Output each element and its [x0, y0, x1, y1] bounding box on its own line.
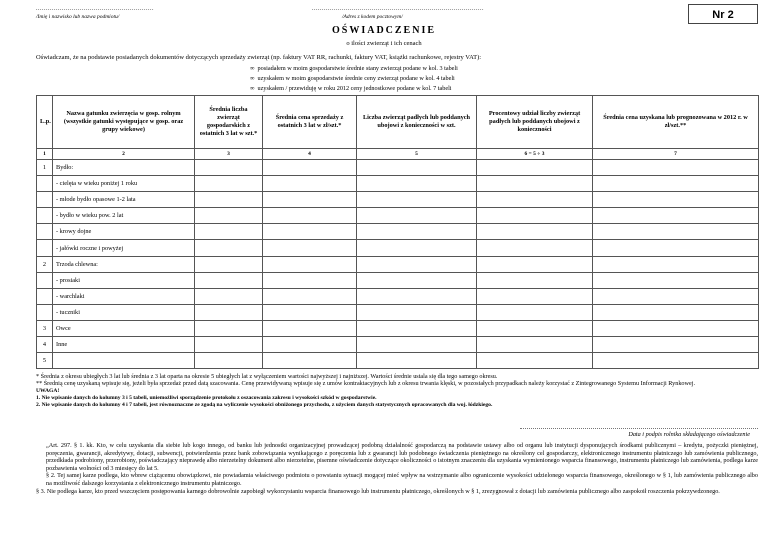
- row-input-cell[interactable]: [195, 304, 263, 320]
- option-label: posiadałem w moim gospodarstwie średnie stany zwierząt podane w kol. 3 tabeli: [257, 65, 458, 72]
- row-input-cell[interactable]: [263, 304, 357, 320]
- row-species-name: - młode bydło opasowe 1-2 lata: [53, 192, 195, 208]
- col-number: 5: [357, 149, 477, 160]
- col-number: 4: [263, 149, 357, 160]
- table-row: [37, 288, 759, 304]
- row-input-cell[interactable]: [477, 320, 593, 336]
- legal-paragraph-3: § 3. Nie podlega karze, kto przed wszczęciem postępowania karnego dobrowolnie zapobiegł wykorzystaniu wsparcia finansowego lub instrumentu płatniczego, określonych w § 1, zrezygnował z dotacji lub zamówienia publicznego albo zaspokoił roszczenia pokrzywdzonego.: [36, 487, 720, 495]
- row-input-cell[interactable]: [195, 353, 263, 369]
- row-lp: 1: [37, 160, 53, 176]
- row-input-cell[interactable]: [477, 208, 593, 224]
- signature-caption: Data i podpis rolnika składającego oświadczenie: [628, 431, 750, 438]
- column-number-row: [37, 149, 759, 160]
- infinity-bullet-icon: ∞: [250, 75, 255, 82]
- row-species-name: - krowy dojne: [53, 224, 195, 240]
- option-item[interactable]: [250, 75, 455, 82]
- address-field-caption: /Adres z kodem pocztowym/: [342, 14, 403, 20]
- row-input-cell[interactable]: [357, 192, 477, 208]
- table-row: [37, 224, 759, 240]
- row-input-cell[interactable]: [593, 160, 759, 176]
- table-header-row: [37, 96, 759, 149]
- signature-line[interactable]: [520, 428, 758, 429]
- row-input-cell[interactable]: [593, 304, 759, 320]
- row-species-name: - cielęta w wieku poniżej 1 roku: [53, 176, 195, 192]
- row-lp: 4: [37, 337, 53, 353]
- row-lp: [37, 272, 53, 288]
- row-input-cell[interactable]: [477, 240, 593, 256]
- warning-1: 1. Nie wpisanie danych do kolumny 3 i 5 tabeli, uniemożliwi sporządzenie protokołu z oszacowania zakresu i wysokości szkód w gospodarstwie.: [36, 394, 377, 401]
- row-species-name: Inne: [53, 337, 195, 353]
- row-input-cell[interactable]: [195, 208, 263, 224]
- row-input-cell[interactable]: [357, 304, 477, 320]
- row-input-cell[interactable]: [263, 224, 357, 240]
- infinity-bullet-icon: ∞: [250, 65, 255, 72]
- table-row: [37, 304, 759, 320]
- row-input-cell[interactable]: [477, 337, 593, 353]
- row-input-cell[interactable]: [593, 176, 759, 192]
- row-input-cell[interactable]: [357, 160, 477, 176]
- row-lp: [37, 208, 53, 224]
- row-input-cell[interactable]: [477, 288, 593, 304]
- row-input-cell[interactable]: [477, 176, 593, 192]
- header-species: Nazwa gatunku zwierzęcia w gosp. rolnym (wszystkie gatunki występujące w gosp. oraz grupy wiekowe): [53, 96, 195, 149]
- row-input-cell[interactable]: [263, 160, 357, 176]
- table-row: [37, 240, 759, 256]
- row-input-cell[interactable]: [263, 320, 357, 336]
- option-label: uzyskałem / przewiduję w roku 2012 ceny jednostkowe podane w kol. 7 tabeli: [257, 85, 452, 92]
- row-input-cell[interactable]: [593, 192, 759, 208]
- table-row: [37, 337, 759, 353]
- legal-paragraph-1: „Art. 297. § 1. kk. Kto, w celu uzyskania dla siebie lub kogo innego, od banku lub jednostki organizacyjnej prowadzącej podobną działalność gospodarczą na podstawie ustawy albo od organu lub instytucji dysponujących środkami publicznymi – kredytu, pożyczki pieniężnej, poręczenia, gwarancji, akredytywy, dotacji, subwencji, potwierdzenia przez bank zobowiązania wynikającego z poręczenia lub z gwarancji lub podobnego świadczenia pieniężnego na określony cel gospodarczy, elektronicznego instrumentu płatniczego lub zamówienia publicznego, przedkłada podrobiony, przerobiony, poświadczający nieprawdę albo nierzetelny dokument albo nierzetelne, pisemne oświadczenie dotyczące okoliczności o istotnym znaczeniu dla uzyskania wymienionego wsparcia finansowego, instrumentu płatniczego lub zamówienia, podlega karze pozbawienia wolności od 3 miesięcy do lat 5.: [46, 442, 758, 472]
- row-input-cell[interactable]: [195, 256, 263, 272]
- table-row: [37, 176, 759, 192]
- footnote-price: ** Średnią cenę uzyskaną wpisuje się, jeżeli była sprzedaż przed datą szacowania. Cenę przewidywaną wpisuje się z umów kontraktacyjnych lub z okresu trwania klęski, w pozostałych przypadkach należy korzystać z Zintegrowanego Systemu Informacji Rynkowej.: [36, 380, 696, 388]
- row-input-cell[interactable]: [263, 288, 357, 304]
- col-number: 6 = 5 ÷ 3: [477, 149, 593, 160]
- table-row: [37, 208, 759, 224]
- row-input-cell[interactable]: [263, 272, 357, 288]
- name-field-caption: /Imię i nazwisko lub nazwa podmiotu/: [36, 14, 120, 20]
- row-species-name: - bydło w wieku pow. 2 lat: [53, 208, 195, 224]
- row-input-cell[interactable]: [357, 272, 477, 288]
- row-input-cell[interactable]: [477, 160, 593, 176]
- col-number: 3: [195, 149, 263, 160]
- row-lp: [37, 304, 53, 320]
- legal-text: [36, 442, 758, 495]
- option-label: uzyskałem w moim gospodarstwie średnie ceny zwierząt podane w kol. 4 tabeli: [257, 75, 455, 82]
- row-input-cell[interactable]: [357, 224, 477, 240]
- table-body: [37, 160, 759, 369]
- row-input-cell[interactable]: [477, 224, 593, 240]
- row-input-cell[interactable]: [195, 320, 263, 336]
- row-input-cell[interactable]: [195, 176, 263, 192]
- form-number-box: Nr 2: [688, 4, 758, 24]
- row-input-cell[interactable]: [195, 224, 263, 240]
- row-input-cell[interactable]: [357, 256, 477, 272]
- row-input-cell[interactable]: [593, 353, 759, 369]
- row-input-cell[interactable]: [263, 208, 357, 224]
- row-lp: 3: [37, 320, 53, 336]
- row-lp: 2: [37, 256, 53, 272]
- row-input-cell[interactable]: [593, 288, 759, 304]
- row-species-name: - prosiaki: [53, 272, 195, 288]
- row-species-name: Bydło:: [53, 160, 195, 176]
- animals-table: [36, 95, 759, 369]
- header-price-2012: Średnia cena uzyskana lub prognozowana w 2012 r. w zł/szt.**: [593, 96, 759, 149]
- row-species-name: - warchlaki: [53, 288, 195, 304]
- row-species-name: - jałówki roczne i powyżej: [53, 240, 195, 256]
- page-title: OŚWIADCZENIE: [331, 25, 437, 36]
- row-lp: [37, 192, 53, 208]
- row-input-cell[interactable]: [195, 160, 263, 176]
- col-number: 1: [37, 149, 53, 160]
- intro-text: Oświadczam, że na podstawie posiadanych dokumentów dotyczących sprzedaży zwierząt (np. faktury VAT RR, rachunki, faktury VAT, książki rachunkowe, rejestry VAT):: [36, 54, 482, 61]
- table-row: [37, 256, 759, 272]
- table-row: [37, 353, 759, 369]
- row-input-cell[interactable]: [357, 337, 477, 353]
- row-input-cell[interactable]: [263, 176, 357, 192]
- row-input-cell[interactable]: [357, 208, 477, 224]
- row-lp: [37, 224, 53, 240]
- table-row: [37, 192, 759, 208]
- row-input-cell[interactable]: [593, 224, 759, 240]
- address-field-dots[interactable]: ......................................................................................: [312, 6, 484, 12]
- header-dead-percent: Procentowy udział liczby zwierząt padłych lub poddanych ubojowi z konieczności: [477, 96, 593, 149]
- row-input-cell[interactable]: [593, 240, 759, 256]
- row-input-cell[interactable]: [357, 240, 477, 256]
- row-input-cell[interactable]: [263, 192, 357, 208]
- table-row: [37, 160, 759, 176]
- row-lp: [37, 288, 53, 304]
- row-input-cell[interactable]: [593, 337, 759, 353]
- row-input-cell[interactable]: [195, 272, 263, 288]
- row-input-cell[interactable]: [195, 337, 263, 353]
- row-input-cell[interactable]: [195, 240, 263, 256]
- name-field-dots[interactable]: ...........................................................: [36, 6, 154, 12]
- footnote-avg: * Średnia z okresu ubiegłych 3 lat lub średnia z 3 lat oparta na okresie 5 ubiegłych lat z wyłączeniem wartości najwyższej i najniższej. Wartości średnie ustala się dla tego samego okresu.: [36, 373, 498, 380]
- row-input-cell[interactable]: [477, 353, 593, 369]
- footnotes: [36, 373, 758, 409]
- warning-heading: UWAGA!: [36, 387, 60, 394]
- row-input-cell[interactable]: [263, 256, 357, 272]
- table-row: [37, 320, 759, 336]
- row-species-name: Trzoda chlewna:: [53, 256, 195, 272]
- row-input-cell[interactable]: [263, 353, 357, 369]
- row-input-cell[interactable]: [195, 192, 263, 208]
- row-input-cell[interactable]: [357, 353, 477, 369]
- row-species-name: [53, 353, 195, 369]
- warning-2: 2. Nie wpisanie danych do kolumny 4 i 7 tabeli, jest równoznaczne ze zgodą na wyliczenie wysokości obniżonego przychodu, z użyciem danych statystycznych opracowanych dla woj. łódzkiego.: [36, 402, 493, 409]
- col-number: 7: [593, 149, 759, 160]
- header-dead-count: Liczba zwierząt padłych lub poddanych ubojowi z konieczności w szt.: [357, 96, 477, 149]
- row-input-cell[interactable]: [263, 240, 357, 256]
- option-item[interactable]: [250, 85, 452, 92]
- row-lp: 5: [37, 353, 53, 369]
- row-lp: [37, 176, 53, 192]
- row-input-cell[interactable]: [593, 320, 759, 336]
- page-subtitle: o ilości zwierząt i ich cenach: [346, 40, 422, 47]
- header-avg-price: Średnia cena sprzedaży z ostatnich 3 lat w zł/szt.*: [263, 96, 357, 149]
- row-input-cell[interactable]: [593, 272, 759, 288]
- col-number: 2: [53, 149, 195, 160]
- row-input-cell[interactable]: [195, 288, 263, 304]
- row-input-cell[interactable]: [477, 272, 593, 288]
- header-lp: L.p.: [37, 96, 53, 149]
- row-species-name: - tuczniki: [53, 304, 195, 320]
- infinity-bullet-icon: ∞: [250, 85, 255, 92]
- row-species-name: Owce: [53, 320, 195, 336]
- row-input-cell[interactable]: [357, 176, 477, 192]
- row-input-cell[interactable]: [263, 337, 357, 353]
- row-input-cell[interactable]: [477, 256, 593, 272]
- row-lp: [37, 240, 53, 256]
- row-input-cell[interactable]: [593, 256, 759, 272]
- option-item[interactable]: [250, 65, 458, 72]
- row-input-cell[interactable]: [477, 304, 593, 320]
- row-input-cell[interactable]: [357, 288, 477, 304]
- header-avg-count: Średnia liczba zwierząt gospodarskich z ostatnich 3 lat w szt.*: [195, 96, 263, 149]
- legal-paragraph-2: § 2. Tej samej karze podlega, kto wbrew ciążącemu obowiązkowi, nie powiadamia właściwego podmiotu o powstaniu sytuacji mogącej mieć wpływ na wstrzymanie albo ograniczenie wysokości udzielonego wsparcia finansowego, określonego w § 1, lub zamówienia publicznego albo na możliwość dalszego korzystania z elektronicznego instrumentu płatniczego.: [46, 472, 758, 487]
- table-row: [37, 272, 759, 288]
- row-input-cell[interactable]: [477, 192, 593, 208]
- row-input-cell[interactable]: [593, 208, 759, 224]
- row-input-cell[interactable]: [357, 320, 477, 336]
